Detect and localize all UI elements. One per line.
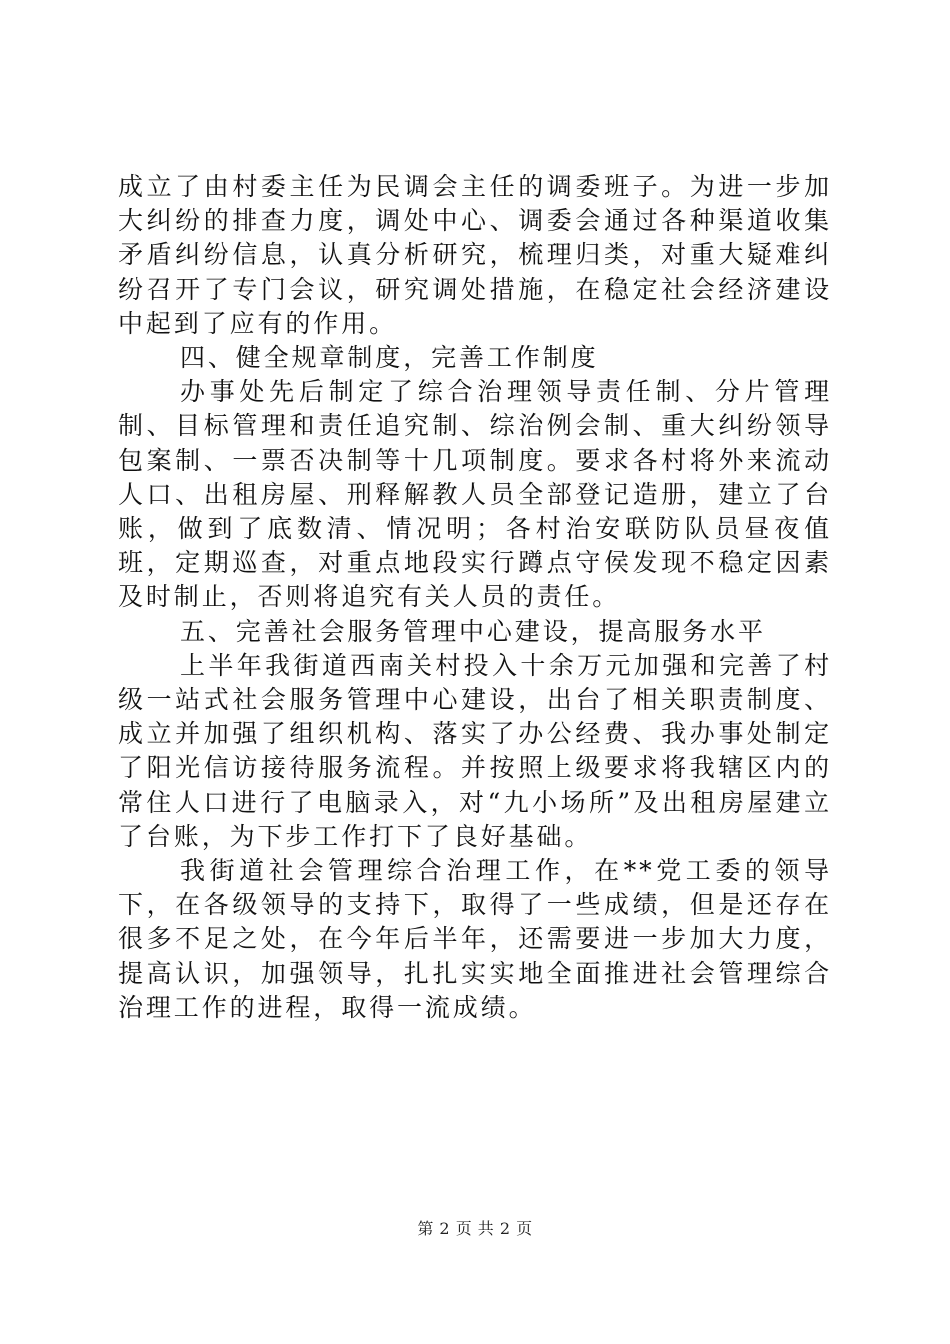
paragraph-service-center: 上半年我街道西南关村投入十余万元加强和完善了村级一站式社会服务管理中心建设，出台了相关职责制度、成立并加强了组织机构、落实了办公经费、我办事处制定了阳光信访接待服务流程。并按照上级要求将我辖区内的常住人口进行了电脑录入，对“九小场所”及出租房屋建立了台账，为下步工作打下了良好基础。 <box>118 650 832 851</box>
section-heading-four: 四、健全规章制度，完善工作制度 <box>180 343 599 373</box>
section-heading-five: 五、完善社会服务管理中心建设，提高服务水平 <box>180 616 766 646</box>
paragraph-rules-system: 办事处先后制定了综合治理领导责任制、分片管理制、目标管理和责任追究制、综治例会制、重大纠纷领导包案制、一票否决制等十几项制度。要求各村将外来流动人口、出租房屋、刑释解教人员全部登记造册，建立了台账，做到了底数清、情况明；各村治安联防队员昼夜值班，定期巡查，对重点地段实行蹲点守侯发现不稳定因素及时制止，否则将追究有关人员的责任。 <box>118 377 832 612</box>
paragraph-continuation: 成立了由村委主任为民调会主任的调委班子。为进一步加大纠纷的排查力度，调处中心、调委会通过各种渠道收集矛盾纠纷信息，认真分析研究，梳理归类，对重大疑难纠纷召开了专门会议，研究调处措施，在稳定社会经济建设中起到了应有的作用。 <box>118 172 832 338</box>
document-body <box>118 170 832 1025</box>
paragraph-conclusion: 我街道社会管理综合治理工作，在**党工委的领导下，在各级领导的支持下，取得了一些成绩，但是还存在很多不足之处，在今年后半年，还需要进一步加大力度，提高认识，加强领导，扎扎实实地全面推进社会管理综合治理工作的进程，取得一流成绩。 <box>118 856 832 1022</box>
page-footer: 第 2 页 共 2 页 <box>417 1219 533 1238</box>
